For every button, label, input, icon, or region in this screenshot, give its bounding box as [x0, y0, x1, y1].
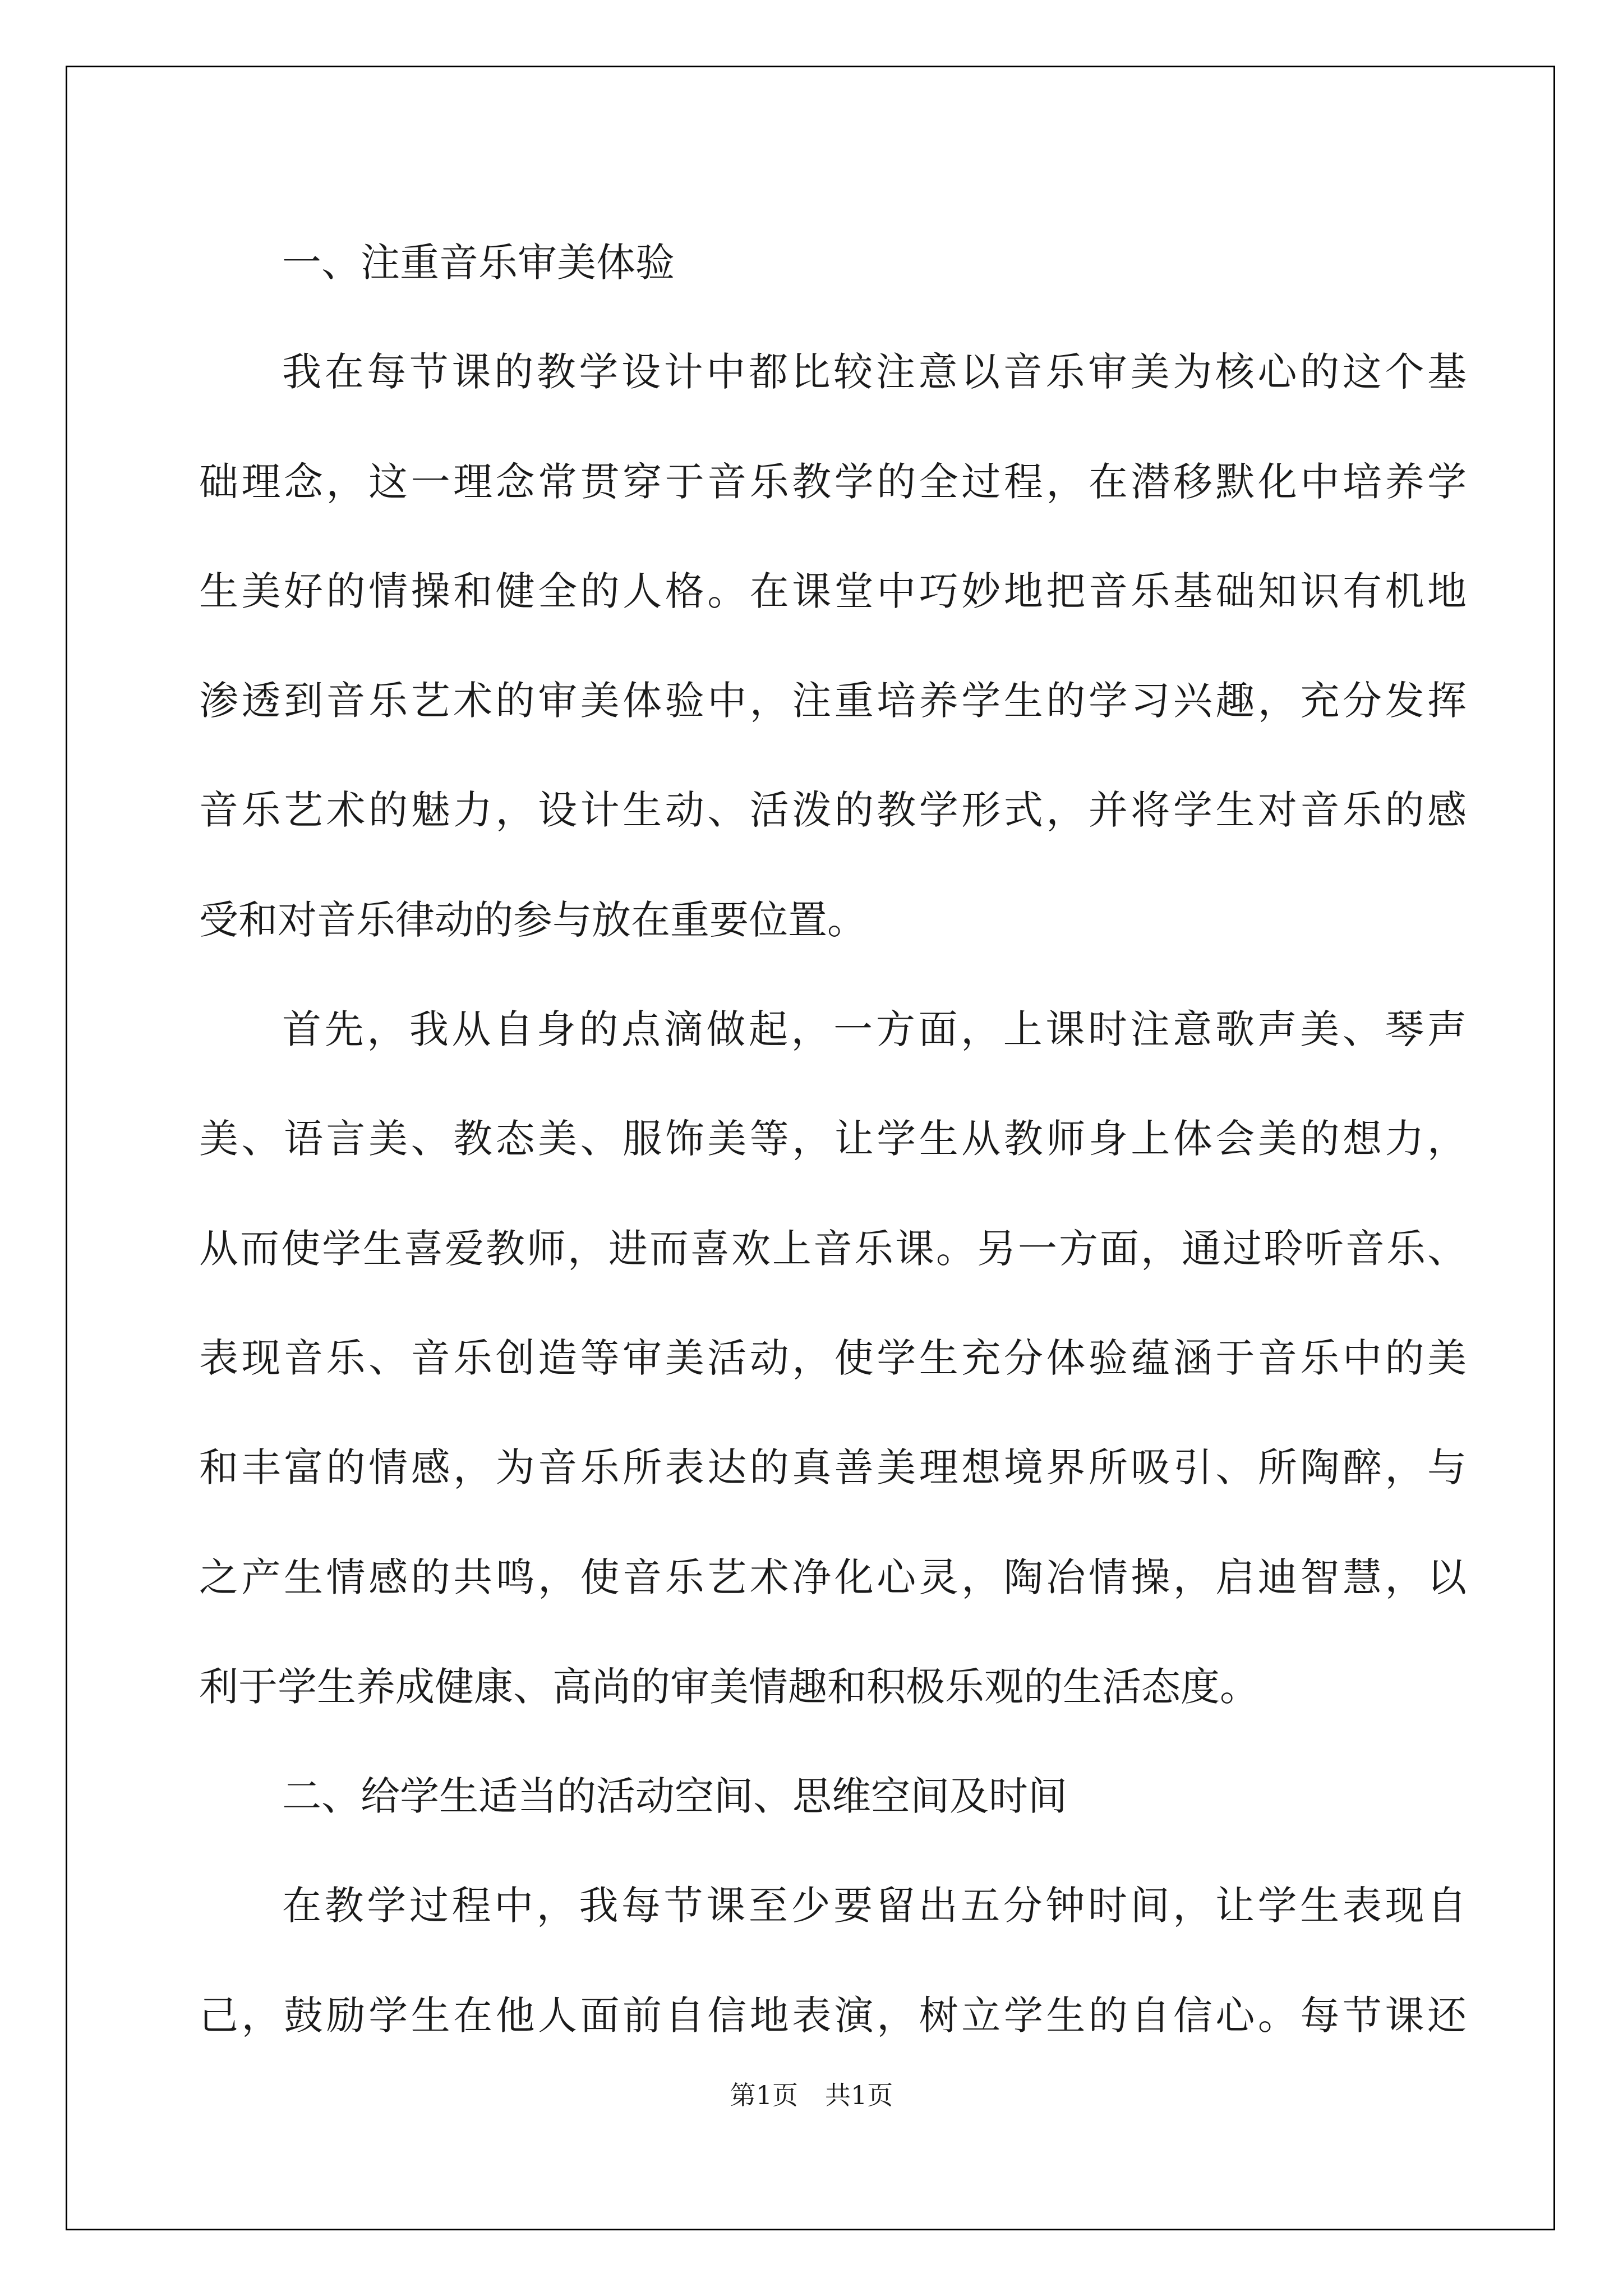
paragraph-line: 渗透到音乐艺术的审美体验中，注重培养学生的学习兴趣，充分发挥	[199, 678, 1467, 724]
section-heading-2: 二、给学生适当的活动空间、思维空间及时间	[282, 1773, 1067, 1820]
paragraph-line: 生美好的情操和健全的人格。在课堂中巧妙地把音乐基础知识有机地	[199, 568, 1467, 614]
document-body	[199, 208, 1467, 2070]
paragraph-line: 在教学过程中，我每节课至少要留出五分钟时间，让学生表现自	[282, 1883, 1467, 1929]
paragraph-line: 和丰富的情感，为音乐所表达的真善美理想境界所吸引、所陶醉，与	[199, 1444, 1467, 1491]
paragraph-line: 美、语言美、教态美、服饰美等，让学生从教师身上体会美的想力，	[199, 1116, 1467, 1162]
paragraph-line: 表现音乐、音乐创造等审美活动，使学生充分体验蕴涵于音乐中的美	[199, 1335, 1467, 1381]
paragraph-line: 己，鼓励学生在他人面前自信地表演，树立学生的自信心。每节课还	[199, 1992, 1467, 2039]
paragraph-line: 之产生情感的共鸣，使音乐艺术净化心灵，陶冶情操，启迪智慧，以	[199, 1554, 1467, 1600]
paragraph-line: 首先，我从自身的点滴做起，一方面，上课时注意歌声美、琴声	[282, 1006, 1467, 1053]
paragraph-line: 我在每节课的教学设计中都比较注意以音乐审美为核心的这个基	[282, 349, 1467, 395]
page-total: 共1页	[825, 2080, 893, 2110]
paragraph-line: 受和对音乐律动的参与放在重要位置。	[199, 896, 866, 943]
paragraph-line: 从而使学生喜爱教师，进而喜欢上音乐课。另一方面，通过聆听音乐、	[199, 1225, 1467, 1272]
page-footer	[0, 2079, 1623, 2111]
paragraph-line: 础理念，这一理念常贯穿于音乐教学的全过程，在潜移默化中培养学	[199, 458, 1467, 505]
page-number: 第1页	[730, 2080, 798, 2110]
section-heading-1: 一、注重音乐审美体验	[282, 240, 675, 286]
paragraph-line: 利于学生养成健康、高尚的审美情趣和积极乐观的生活态度。	[199, 1663, 1259, 1710]
paragraph-line: 音乐艺术的魅力，设计生动、活泼的教学形式，并将学生对音乐的感	[199, 787, 1467, 834]
